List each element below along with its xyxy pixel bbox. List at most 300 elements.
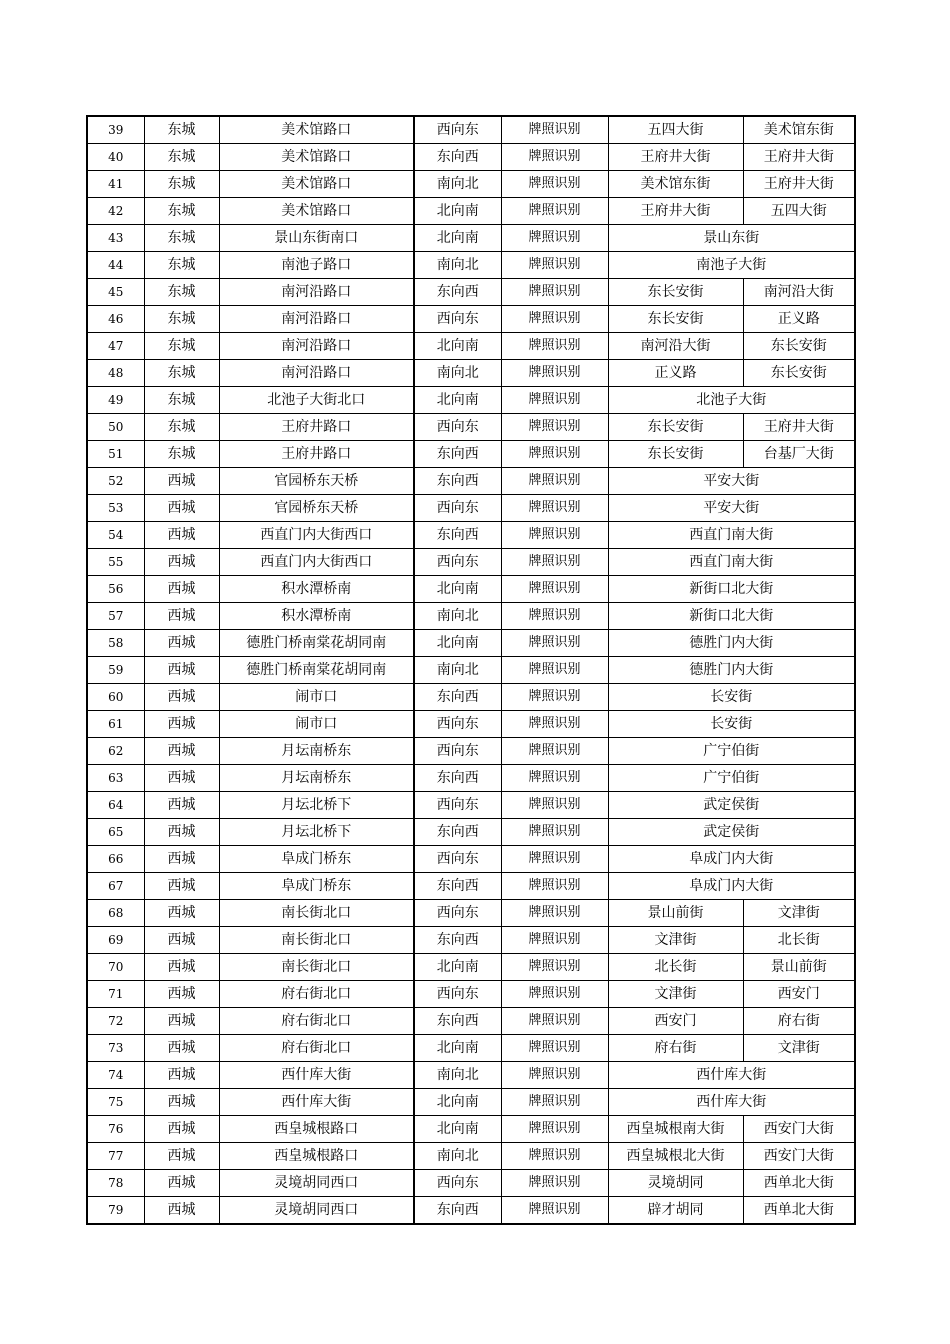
district-cell: 西城 [144, 1197, 219, 1225]
direction-cell: 西向东 [414, 846, 501, 873]
road-a-cell: 西安门 [608, 1008, 743, 1035]
table-row [87, 1008, 855, 1035]
table-row [87, 873, 855, 900]
location-cell: 闹市口 [219, 711, 414, 738]
road-cell: 长安街 [608, 711, 855, 738]
row-number-cell: 50 [87, 414, 144, 441]
direction-cell: 南向北 [414, 1062, 501, 1089]
mode-cell: 牌照识别 [501, 171, 608, 198]
road-cell: 西什库大街 [608, 1062, 855, 1089]
road-a-cell: 王府井大街 [608, 198, 743, 225]
direction-cell: 西向东 [414, 549, 501, 576]
location-cell: 德胜门桥南棠花胡同南 [219, 657, 414, 684]
row-number-cell: 46 [87, 306, 144, 333]
table-row [87, 198, 855, 225]
district-cell: 东城 [144, 144, 219, 171]
district-cell: 东城 [144, 441, 219, 468]
road-cell: 武定侯街 [608, 819, 855, 846]
district-cell: 西城 [144, 657, 219, 684]
direction-cell: 西向东 [414, 981, 501, 1008]
road-a-cell: 西皇城根北大街 [608, 1143, 743, 1170]
road-cell: 德胜门内大街 [608, 630, 855, 657]
district-cell: 西城 [144, 684, 219, 711]
mode-cell: 牌照识别 [501, 954, 608, 981]
table-row [87, 1170, 855, 1197]
row-number-cell: 39 [87, 116, 144, 144]
road-a-cell: 府右街 [608, 1035, 743, 1062]
district-cell: 西城 [144, 711, 219, 738]
mode-cell: 牌照识别 [501, 900, 608, 927]
road-cell: 阜成门内大街 [608, 873, 855, 900]
row-number-cell: 51 [87, 441, 144, 468]
road-b-cell: 西安门 [743, 981, 855, 1008]
location-cell: 西直门内大街西口 [219, 549, 414, 576]
table-row [87, 116, 855, 144]
direction-cell: 西向东 [414, 306, 501, 333]
row-number-cell: 73 [87, 1035, 144, 1062]
district-cell: 西城 [144, 549, 219, 576]
road-cell: 平安大街 [608, 495, 855, 522]
direction-cell: 西向东 [414, 495, 501, 522]
location-cell: 府右街北口 [219, 1008, 414, 1035]
district-cell: 西城 [144, 603, 219, 630]
road-b-cell: 王府井大街 [743, 144, 855, 171]
location-cell: 月坛南桥东 [219, 738, 414, 765]
road-b-cell: 正义路 [743, 306, 855, 333]
district-cell: 东城 [144, 171, 219, 198]
direction-cell: 南向北 [414, 657, 501, 684]
location-cell: 阜成门桥东 [219, 873, 414, 900]
direction-cell: 南向北 [414, 360, 501, 387]
district-cell: 东城 [144, 225, 219, 252]
road-cell: 西直门南大街 [608, 522, 855, 549]
row-number-cell: 66 [87, 846, 144, 873]
road-b-cell: 南河沿大街 [743, 279, 855, 306]
location-cell: 南河沿路口 [219, 360, 414, 387]
road-b-cell: 北长街 [743, 927, 855, 954]
table-row [87, 657, 855, 684]
direction-cell: 东向西 [414, 468, 501, 495]
mode-cell: 牌照识别 [501, 198, 608, 225]
row-number-cell: 75 [87, 1089, 144, 1116]
table-row [87, 927, 855, 954]
mode-cell: 牌照识别 [501, 1116, 608, 1143]
district-cell: 西城 [144, 522, 219, 549]
district-cell: 西城 [144, 873, 219, 900]
district-cell: 西城 [144, 468, 219, 495]
mode-cell: 牌照识别 [501, 333, 608, 360]
mode-cell: 牌照识别 [501, 819, 608, 846]
road-a-cell: 西皇城根南大街 [608, 1116, 743, 1143]
location-cell: 府右街北口 [219, 981, 414, 1008]
table-row [87, 279, 855, 306]
table-row [87, 171, 855, 198]
mode-cell: 牌照识别 [501, 657, 608, 684]
road-b-cell: 文津街 [743, 900, 855, 927]
table-body [87, 116, 855, 1224]
direction-cell: 西向东 [414, 711, 501, 738]
row-number-cell: 40 [87, 144, 144, 171]
road-cell: 西直门南大街 [608, 549, 855, 576]
table-row [87, 846, 855, 873]
direction-cell: 北向南 [414, 225, 501, 252]
location-cell: 美术馆路口 [219, 116, 414, 144]
row-number-cell: 79 [87, 1197, 144, 1225]
road-b-cell: 美术馆东街 [743, 116, 855, 144]
road-cell: 德胜门内大街 [608, 657, 855, 684]
row-number-cell: 47 [87, 333, 144, 360]
road-cell: 新街口北大街 [608, 603, 855, 630]
direction-cell: 西向东 [414, 738, 501, 765]
mode-cell: 牌照识别 [501, 765, 608, 792]
road-cell: 北池子大街 [608, 387, 855, 414]
district-cell: 西城 [144, 1143, 219, 1170]
table-row [87, 576, 855, 603]
direction-cell: 东向西 [414, 144, 501, 171]
direction-cell: 东向西 [414, 684, 501, 711]
row-number-cell: 60 [87, 684, 144, 711]
mode-cell: 牌照识别 [501, 468, 608, 495]
mode-cell: 牌照识别 [501, 1197, 608, 1225]
table-row [87, 414, 855, 441]
row-number-cell: 59 [87, 657, 144, 684]
location-cell: 阜成门桥东 [219, 846, 414, 873]
mode-cell: 牌照识别 [501, 414, 608, 441]
mode-cell: 牌照识别 [501, 1035, 608, 1062]
table-row [87, 981, 855, 1008]
row-number-cell: 74 [87, 1062, 144, 1089]
row-number-cell: 55 [87, 549, 144, 576]
road-a-cell: 东长安街 [608, 441, 743, 468]
location-cell: 西皇城根路口 [219, 1116, 414, 1143]
road-a-cell: 灵境胡同 [608, 1170, 743, 1197]
mode-cell: 牌照识别 [501, 981, 608, 1008]
direction-cell: 北向南 [414, 1035, 501, 1062]
row-number-cell: 69 [87, 927, 144, 954]
road-cell: 平安大街 [608, 468, 855, 495]
district-cell: 西城 [144, 765, 219, 792]
mode-cell: 牌照识别 [501, 1062, 608, 1089]
district-cell: 西城 [144, 1116, 219, 1143]
district-cell: 东城 [144, 252, 219, 279]
direction-cell: 东向西 [414, 279, 501, 306]
district-cell: 西城 [144, 1062, 219, 1089]
table-row [87, 360, 855, 387]
district-cell: 西城 [144, 630, 219, 657]
road-a-cell: 南河沿大街 [608, 333, 743, 360]
road-cell: 长安街 [608, 684, 855, 711]
district-cell: 西城 [144, 792, 219, 819]
row-number-cell: 63 [87, 765, 144, 792]
mode-cell: 牌照识别 [501, 576, 608, 603]
road-b-cell: 文津街 [743, 1035, 855, 1062]
table-row [87, 792, 855, 819]
district-cell: 西城 [144, 1008, 219, 1035]
location-cell: 官园桥东天桥 [219, 495, 414, 522]
location-cell: 西皇城根路口 [219, 1143, 414, 1170]
district-cell: 西城 [144, 954, 219, 981]
table-row [87, 711, 855, 738]
road-b-cell: 台基厂大街 [743, 441, 855, 468]
district-cell: 西城 [144, 738, 219, 765]
location-cell: 月坛北桥下 [219, 819, 414, 846]
direction-cell: 东向西 [414, 819, 501, 846]
location-cell: 美术馆路口 [219, 144, 414, 171]
district-cell: 西城 [144, 1170, 219, 1197]
district-cell: 西城 [144, 981, 219, 1008]
direction-cell: 东向西 [414, 441, 501, 468]
district-cell: 东城 [144, 414, 219, 441]
row-number-cell: 71 [87, 981, 144, 1008]
district-cell: 西城 [144, 576, 219, 603]
road-b-cell: 西单北大街 [743, 1170, 855, 1197]
direction-cell: 北向南 [414, 630, 501, 657]
district-cell: 东城 [144, 306, 219, 333]
direction-cell: 东向西 [414, 927, 501, 954]
location-cell: 南长街北口 [219, 927, 414, 954]
mode-cell: 牌照识别 [501, 360, 608, 387]
mode-cell: 牌照识别 [501, 1170, 608, 1197]
table-row [87, 1197, 855, 1225]
road-a-cell: 北长街 [608, 954, 743, 981]
row-number-cell: 62 [87, 738, 144, 765]
table-row [87, 603, 855, 630]
mode-cell: 牌照识别 [501, 387, 608, 414]
district-cell: 东城 [144, 333, 219, 360]
location-cell: 灵境胡同西口 [219, 1197, 414, 1225]
row-number-cell: 56 [87, 576, 144, 603]
row-number-cell: 78 [87, 1170, 144, 1197]
road-a-cell: 正义路 [608, 360, 743, 387]
direction-cell: 西向东 [414, 414, 501, 441]
checkpoint-table [86, 115, 856, 1225]
row-number-cell: 52 [87, 468, 144, 495]
location-cell: 官园桥东天桥 [219, 468, 414, 495]
mode-cell: 牌照识别 [501, 711, 608, 738]
mode-cell: 牌照识别 [501, 792, 608, 819]
row-number-cell: 49 [87, 387, 144, 414]
location-cell: 月坛北桥下 [219, 792, 414, 819]
mode-cell: 牌照识别 [501, 603, 608, 630]
direction-cell: 北向南 [414, 1089, 501, 1116]
road-cell: 景山东街 [608, 225, 855, 252]
road-a-cell: 东长安街 [608, 279, 743, 306]
table-row [87, 441, 855, 468]
direction-cell: 北向南 [414, 1116, 501, 1143]
location-cell: 南长街北口 [219, 900, 414, 927]
table-row [87, 495, 855, 522]
row-number-cell: 54 [87, 522, 144, 549]
direction-cell: 东向西 [414, 765, 501, 792]
location-cell: 美术馆路口 [219, 198, 414, 225]
row-number-cell: 70 [87, 954, 144, 981]
direction-cell: 西向东 [414, 1170, 501, 1197]
road-a-cell: 美术馆东街 [608, 171, 743, 198]
location-cell: 景山东街南口 [219, 225, 414, 252]
table-row [87, 1089, 855, 1116]
table-row [87, 900, 855, 927]
road-a-cell: 东长安街 [608, 414, 743, 441]
row-number-cell: 61 [87, 711, 144, 738]
table-row [87, 738, 855, 765]
mode-cell: 牌照识别 [501, 144, 608, 171]
direction-cell: 南向北 [414, 603, 501, 630]
location-cell: 南河沿路口 [219, 306, 414, 333]
road-a-cell: 文津街 [608, 981, 743, 1008]
mode-cell: 牌照识别 [501, 306, 608, 333]
location-cell: 西直门内大街西口 [219, 522, 414, 549]
table-row [87, 387, 855, 414]
location-cell: 积水潭桥南 [219, 576, 414, 603]
mode-cell: 牌照识别 [501, 1008, 608, 1035]
table-row [87, 765, 855, 792]
district-cell: 西城 [144, 1089, 219, 1116]
direction-cell: 东向西 [414, 873, 501, 900]
location-cell: 府右街北口 [219, 1035, 414, 1062]
mode-cell: 牌照识别 [501, 495, 608, 522]
direction-cell: 西向东 [414, 792, 501, 819]
table-row [87, 306, 855, 333]
district-cell: 东城 [144, 360, 219, 387]
row-number-cell: 53 [87, 495, 144, 522]
mode-cell: 牌照识别 [501, 522, 608, 549]
location-cell: 积水潭桥南 [219, 603, 414, 630]
mode-cell: 牌照识别 [501, 738, 608, 765]
table-row [87, 144, 855, 171]
direction-cell: 南向北 [414, 252, 501, 279]
road-cell: 广宁伯街 [608, 738, 855, 765]
direction-cell: 北向南 [414, 576, 501, 603]
location-cell: 月坛南桥东 [219, 765, 414, 792]
district-cell: 西城 [144, 927, 219, 954]
direction-cell: 北向南 [414, 333, 501, 360]
road-a-cell: 文津街 [608, 927, 743, 954]
mode-cell: 牌照识别 [501, 441, 608, 468]
district-cell: 东城 [144, 198, 219, 225]
direction-cell: 北向南 [414, 198, 501, 225]
row-number-cell: 58 [87, 630, 144, 657]
mode-cell: 牌照识别 [501, 116, 608, 144]
district-cell: 西城 [144, 1035, 219, 1062]
road-b-cell: 五四大街 [743, 198, 855, 225]
district-cell: 西城 [144, 846, 219, 873]
district-cell: 东城 [144, 387, 219, 414]
mode-cell: 牌照识别 [501, 1143, 608, 1170]
mode-cell: 牌照识别 [501, 927, 608, 954]
row-number-cell: 43 [87, 225, 144, 252]
direction-cell: 北向南 [414, 387, 501, 414]
road-cell: 西什库大街 [608, 1089, 855, 1116]
mode-cell: 牌照识别 [501, 252, 608, 279]
table-row [87, 333, 855, 360]
district-cell: 西城 [144, 819, 219, 846]
mode-cell: 牌照识别 [501, 549, 608, 576]
road-a-cell: 辟才胡同 [608, 1197, 743, 1225]
mode-cell: 牌照识别 [501, 225, 608, 252]
row-number-cell: 67 [87, 873, 144, 900]
table-row [87, 549, 855, 576]
direction-cell: 东向西 [414, 522, 501, 549]
location-cell: 灵境胡同西口 [219, 1170, 414, 1197]
direction-cell: 西向东 [414, 900, 501, 927]
road-a-cell: 王府井大街 [608, 144, 743, 171]
table-row [87, 819, 855, 846]
row-number-cell: 65 [87, 819, 144, 846]
location-cell: 王府井路口 [219, 414, 414, 441]
road-cell: 武定侯街 [608, 792, 855, 819]
mode-cell: 牌照识别 [501, 684, 608, 711]
road-b-cell: 西单北大街 [743, 1197, 855, 1225]
table-row [87, 522, 855, 549]
table-row [87, 684, 855, 711]
direction-cell: 西向东 [414, 116, 501, 144]
road-a-cell: 东长安街 [608, 306, 743, 333]
road-cell: 新街口北大街 [608, 576, 855, 603]
mode-cell: 牌照识别 [501, 873, 608, 900]
table-row [87, 1035, 855, 1062]
mode-cell: 牌照识别 [501, 846, 608, 873]
table-row [87, 1062, 855, 1089]
direction-cell: 东向西 [414, 1008, 501, 1035]
location-cell: 南池子路口 [219, 252, 414, 279]
location-cell: 美术馆路口 [219, 171, 414, 198]
district-cell: 西城 [144, 495, 219, 522]
location-cell: 南河沿路口 [219, 333, 414, 360]
row-number-cell: 77 [87, 1143, 144, 1170]
road-b-cell: 王府井大街 [743, 171, 855, 198]
road-cell: 阜成门内大街 [608, 846, 855, 873]
location-cell: 西什库大街 [219, 1062, 414, 1089]
row-number-cell: 57 [87, 603, 144, 630]
table-row [87, 252, 855, 279]
district-cell: 东城 [144, 279, 219, 306]
road-a-cell: 景山前街 [608, 900, 743, 927]
road-b-cell: 东长安街 [743, 333, 855, 360]
row-number-cell: 72 [87, 1008, 144, 1035]
direction-cell: 东向西 [414, 1197, 501, 1225]
district-cell: 西城 [144, 900, 219, 927]
location-cell: 王府井路口 [219, 441, 414, 468]
road-cell: 广宁伯街 [608, 765, 855, 792]
table-row [87, 468, 855, 495]
location-cell: 闹市口 [219, 684, 414, 711]
mode-cell: 牌照识别 [501, 279, 608, 306]
row-number-cell: 48 [87, 360, 144, 387]
district-cell: 东城 [144, 116, 219, 144]
row-number-cell: 68 [87, 900, 144, 927]
location-cell: 西什库大街 [219, 1089, 414, 1116]
mode-cell: 牌照识别 [501, 1089, 608, 1116]
table-row [87, 954, 855, 981]
table-row [87, 1116, 855, 1143]
road-b-cell: 景山前街 [743, 954, 855, 981]
road-b-cell: 东长安街 [743, 360, 855, 387]
row-number-cell: 45 [87, 279, 144, 306]
table-row [87, 1143, 855, 1170]
location-cell: 德胜门桥南棠花胡同南 [219, 630, 414, 657]
road-b-cell: 府右街 [743, 1008, 855, 1035]
road-a-cell: 五四大街 [608, 116, 743, 144]
direction-cell: 南向北 [414, 1143, 501, 1170]
road-b-cell: 王府井大街 [743, 414, 855, 441]
road-b-cell: 西安门大街 [743, 1116, 855, 1143]
road-b-cell: 西安门大街 [743, 1143, 855, 1170]
row-number-cell: 42 [87, 198, 144, 225]
table-row [87, 630, 855, 657]
table-row [87, 225, 855, 252]
row-number-cell: 41 [87, 171, 144, 198]
location-cell: 北池子大街北口 [219, 387, 414, 414]
